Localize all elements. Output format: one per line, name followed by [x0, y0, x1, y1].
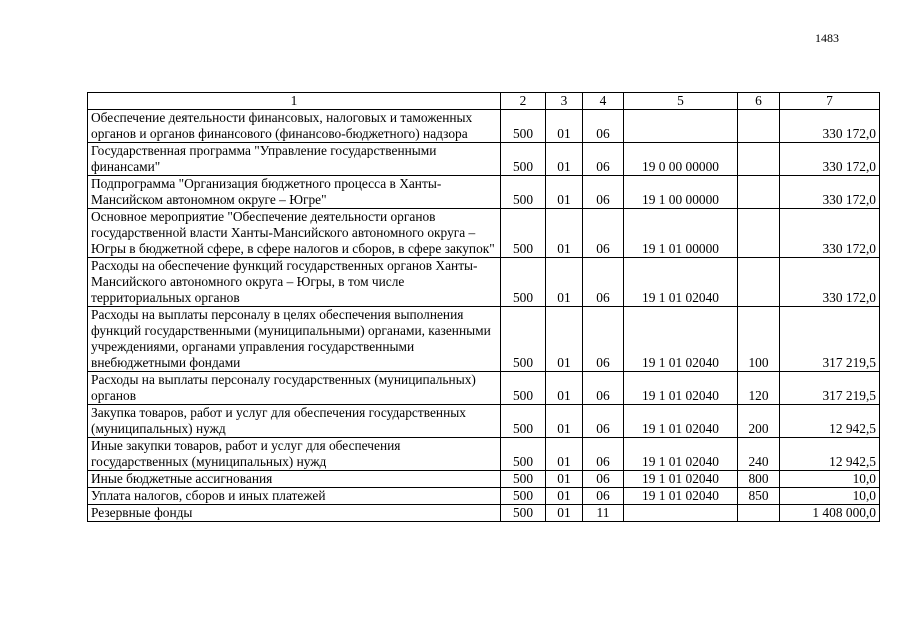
section-code-cell: 500	[501, 372, 546, 405]
budget-table	[87, 92, 880, 522]
expense-type-cell: 200	[738, 405, 780, 438]
expense-type-cell: 240	[738, 438, 780, 471]
expense-type-cell	[738, 110, 780, 143]
item-name-cell: Иные бюджетные ассигнования	[88, 471, 501, 488]
target-article-cell: 19 1 00 00000	[624, 176, 738, 209]
target-article-cell: 19 1 01 02040	[624, 471, 738, 488]
amount-cell: 317 219,5	[780, 372, 880, 405]
target-article-cell: 19 0 00 00000	[624, 143, 738, 176]
amount-cell: 330 172,0	[780, 258, 880, 307]
table-row	[88, 143, 880, 176]
subsection-code-cell: 06	[583, 110, 624, 143]
subsection-code-cell: 06	[583, 405, 624, 438]
table-row	[88, 405, 880, 438]
target-article-cell	[624, 505, 738, 522]
section-code-cell: 500	[501, 405, 546, 438]
item-name-cell: Обеспечение деятельности финансовых, налоговых и таможенных органов и органов финансового (финансово-бюджетного) надзора	[88, 110, 501, 143]
chapter-code-cell: 01	[546, 110, 583, 143]
item-name-cell: Расходы на обеспечение функций государственных органов Ханты-Мансийского автономного округа – Югры, в том числе территориальных органов	[88, 258, 501, 307]
subsection-code-cell: 06	[583, 176, 624, 209]
table-row	[88, 471, 880, 488]
item-name-cell: Иные закупки товаров, работ и услуг для обеспечения государственных (муниципальных) нужд	[88, 438, 501, 471]
section-code-cell: 500	[501, 307, 546, 372]
column-header: 7	[780, 93, 880, 110]
subsection-code-cell: 06	[583, 209, 624, 258]
amount-cell: 12 942,5	[780, 405, 880, 438]
subsection-code-cell: 06	[583, 471, 624, 488]
amount-cell: 12 942,5	[780, 438, 880, 471]
amount-cell: 1 408 000,0	[780, 505, 880, 522]
section-code-cell: 500	[501, 258, 546, 307]
amount-cell: 330 172,0	[780, 176, 880, 209]
target-article-cell: 19 1 01 02040	[624, 372, 738, 405]
target-article-cell: 19 1 01 02040	[624, 258, 738, 307]
chapter-code-cell: 01	[546, 209, 583, 258]
amount-cell: 10,0	[780, 471, 880, 488]
table-row	[88, 176, 880, 209]
section-code-cell: 500	[501, 438, 546, 471]
column-header: 5	[624, 93, 738, 110]
item-name-cell: Расходы на выплаты персоналу в целях обеспечения выполнения функций государственными (муниципальными) органами, казенными учреждениями, органами управления государственными внебюджетными фондами	[88, 307, 501, 372]
amount-cell: 10,0	[780, 488, 880, 505]
table-row	[88, 209, 880, 258]
chapter-code-cell: 01	[546, 471, 583, 488]
section-code-cell: 500	[501, 209, 546, 258]
subsection-code-cell: 06	[583, 258, 624, 307]
chapter-code-cell: 01	[546, 438, 583, 471]
section-code-cell: 500	[501, 505, 546, 522]
target-article-cell	[624, 110, 738, 143]
column-header: 4	[583, 93, 624, 110]
amount-cell: 330 172,0	[780, 209, 880, 258]
page-number: 1483	[815, 31, 839, 45]
expense-type-cell: 120	[738, 372, 780, 405]
target-article-cell: 19 1 01 02040	[624, 405, 738, 438]
expense-type-cell: 100	[738, 307, 780, 372]
chapter-code-cell: 01	[546, 405, 583, 438]
target-article-cell: 19 1 01 00000	[624, 209, 738, 258]
section-code-cell: 500	[501, 488, 546, 505]
expense-type-cell	[738, 176, 780, 209]
section-code-cell: 500	[501, 143, 546, 176]
chapter-code-cell: 01	[546, 258, 583, 307]
chapter-code-cell: 01	[546, 176, 583, 209]
subsection-code-cell: 06	[583, 488, 624, 505]
column-header: 3	[546, 93, 583, 110]
table-body	[88, 110, 880, 522]
chapter-code-cell: 01	[546, 372, 583, 405]
item-name-cell: Государственная программа "Управление государственными финансами"	[88, 143, 501, 176]
column-header: 1	[88, 93, 501, 110]
table-row	[88, 488, 880, 505]
expense-type-cell	[738, 209, 780, 258]
table-row	[88, 438, 880, 471]
column-header: 2	[501, 93, 546, 110]
amount-cell: 330 172,0	[780, 143, 880, 176]
subsection-code-cell: 11	[583, 505, 624, 522]
table-header-row	[88, 93, 880, 110]
column-header: 6	[738, 93, 780, 110]
amount-cell: 317 219,5	[780, 307, 880, 372]
table-row	[88, 258, 880, 307]
chapter-code-cell: 01	[546, 488, 583, 505]
section-code-cell: 500	[501, 471, 546, 488]
item-name-cell: Основное мероприятие "Обеспечение деятельности органов государственной власти Ханты-Мансийского автономного округа – Югры в бюджетной сфере, в сфере налогов и сборов, в сфере закупок"	[88, 209, 501, 258]
subsection-code-cell: 06	[583, 307, 624, 372]
target-article-cell: 19 1 01 02040	[624, 438, 738, 471]
target-article-cell: 19 1 01 02040	[624, 307, 738, 372]
chapter-code-cell: 01	[546, 143, 583, 176]
subsection-code-cell: 06	[583, 438, 624, 471]
item-name-cell: Расходы на выплаты персоналу государственных (муниципальных) органов	[88, 372, 501, 405]
item-name-cell: Резервные фонды	[88, 505, 501, 522]
target-article-cell: 19 1 01 02040	[624, 488, 738, 505]
table-row	[88, 110, 880, 143]
expense-type-cell: 800	[738, 471, 780, 488]
amount-cell: 330 172,0	[780, 110, 880, 143]
section-code-cell: 500	[501, 110, 546, 143]
chapter-code-cell: 01	[546, 505, 583, 522]
table-row	[88, 307, 880, 372]
expense-type-cell: 850	[738, 488, 780, 505]
expense-type-cell	[738, 505, 780, 522]
subsection-code-cell: 06	[583, 372, 624, 405]
chapter-code-cell: 01	[546, 307, 583, 372]
expense-type-cell	[738, 143, 780, 176]
item-name-cell: Уплата налогов, сборов и иных платежей	[88, 488, 501, 505]
table-row	[88, 505, 880, 522]
section-code-cell: 500	[501, 176, 546, 209]
table-row	[88, 372, 880, 405]
expense-type-cell	[738, 258, 780, 307]
subsection-code-cell: 06	[583, 143, 624, 176]
item-name-cell: Закупка товаров, работ и услуг для обеспечения государственных (муниципальных) нужд	[88, 405, 501, 438]
item-name-cell: Подпрограмма "Организация бюджетного процесса в Ханты-Мансийском автономном округе – Югре"	[88, 176, 501, 209]
